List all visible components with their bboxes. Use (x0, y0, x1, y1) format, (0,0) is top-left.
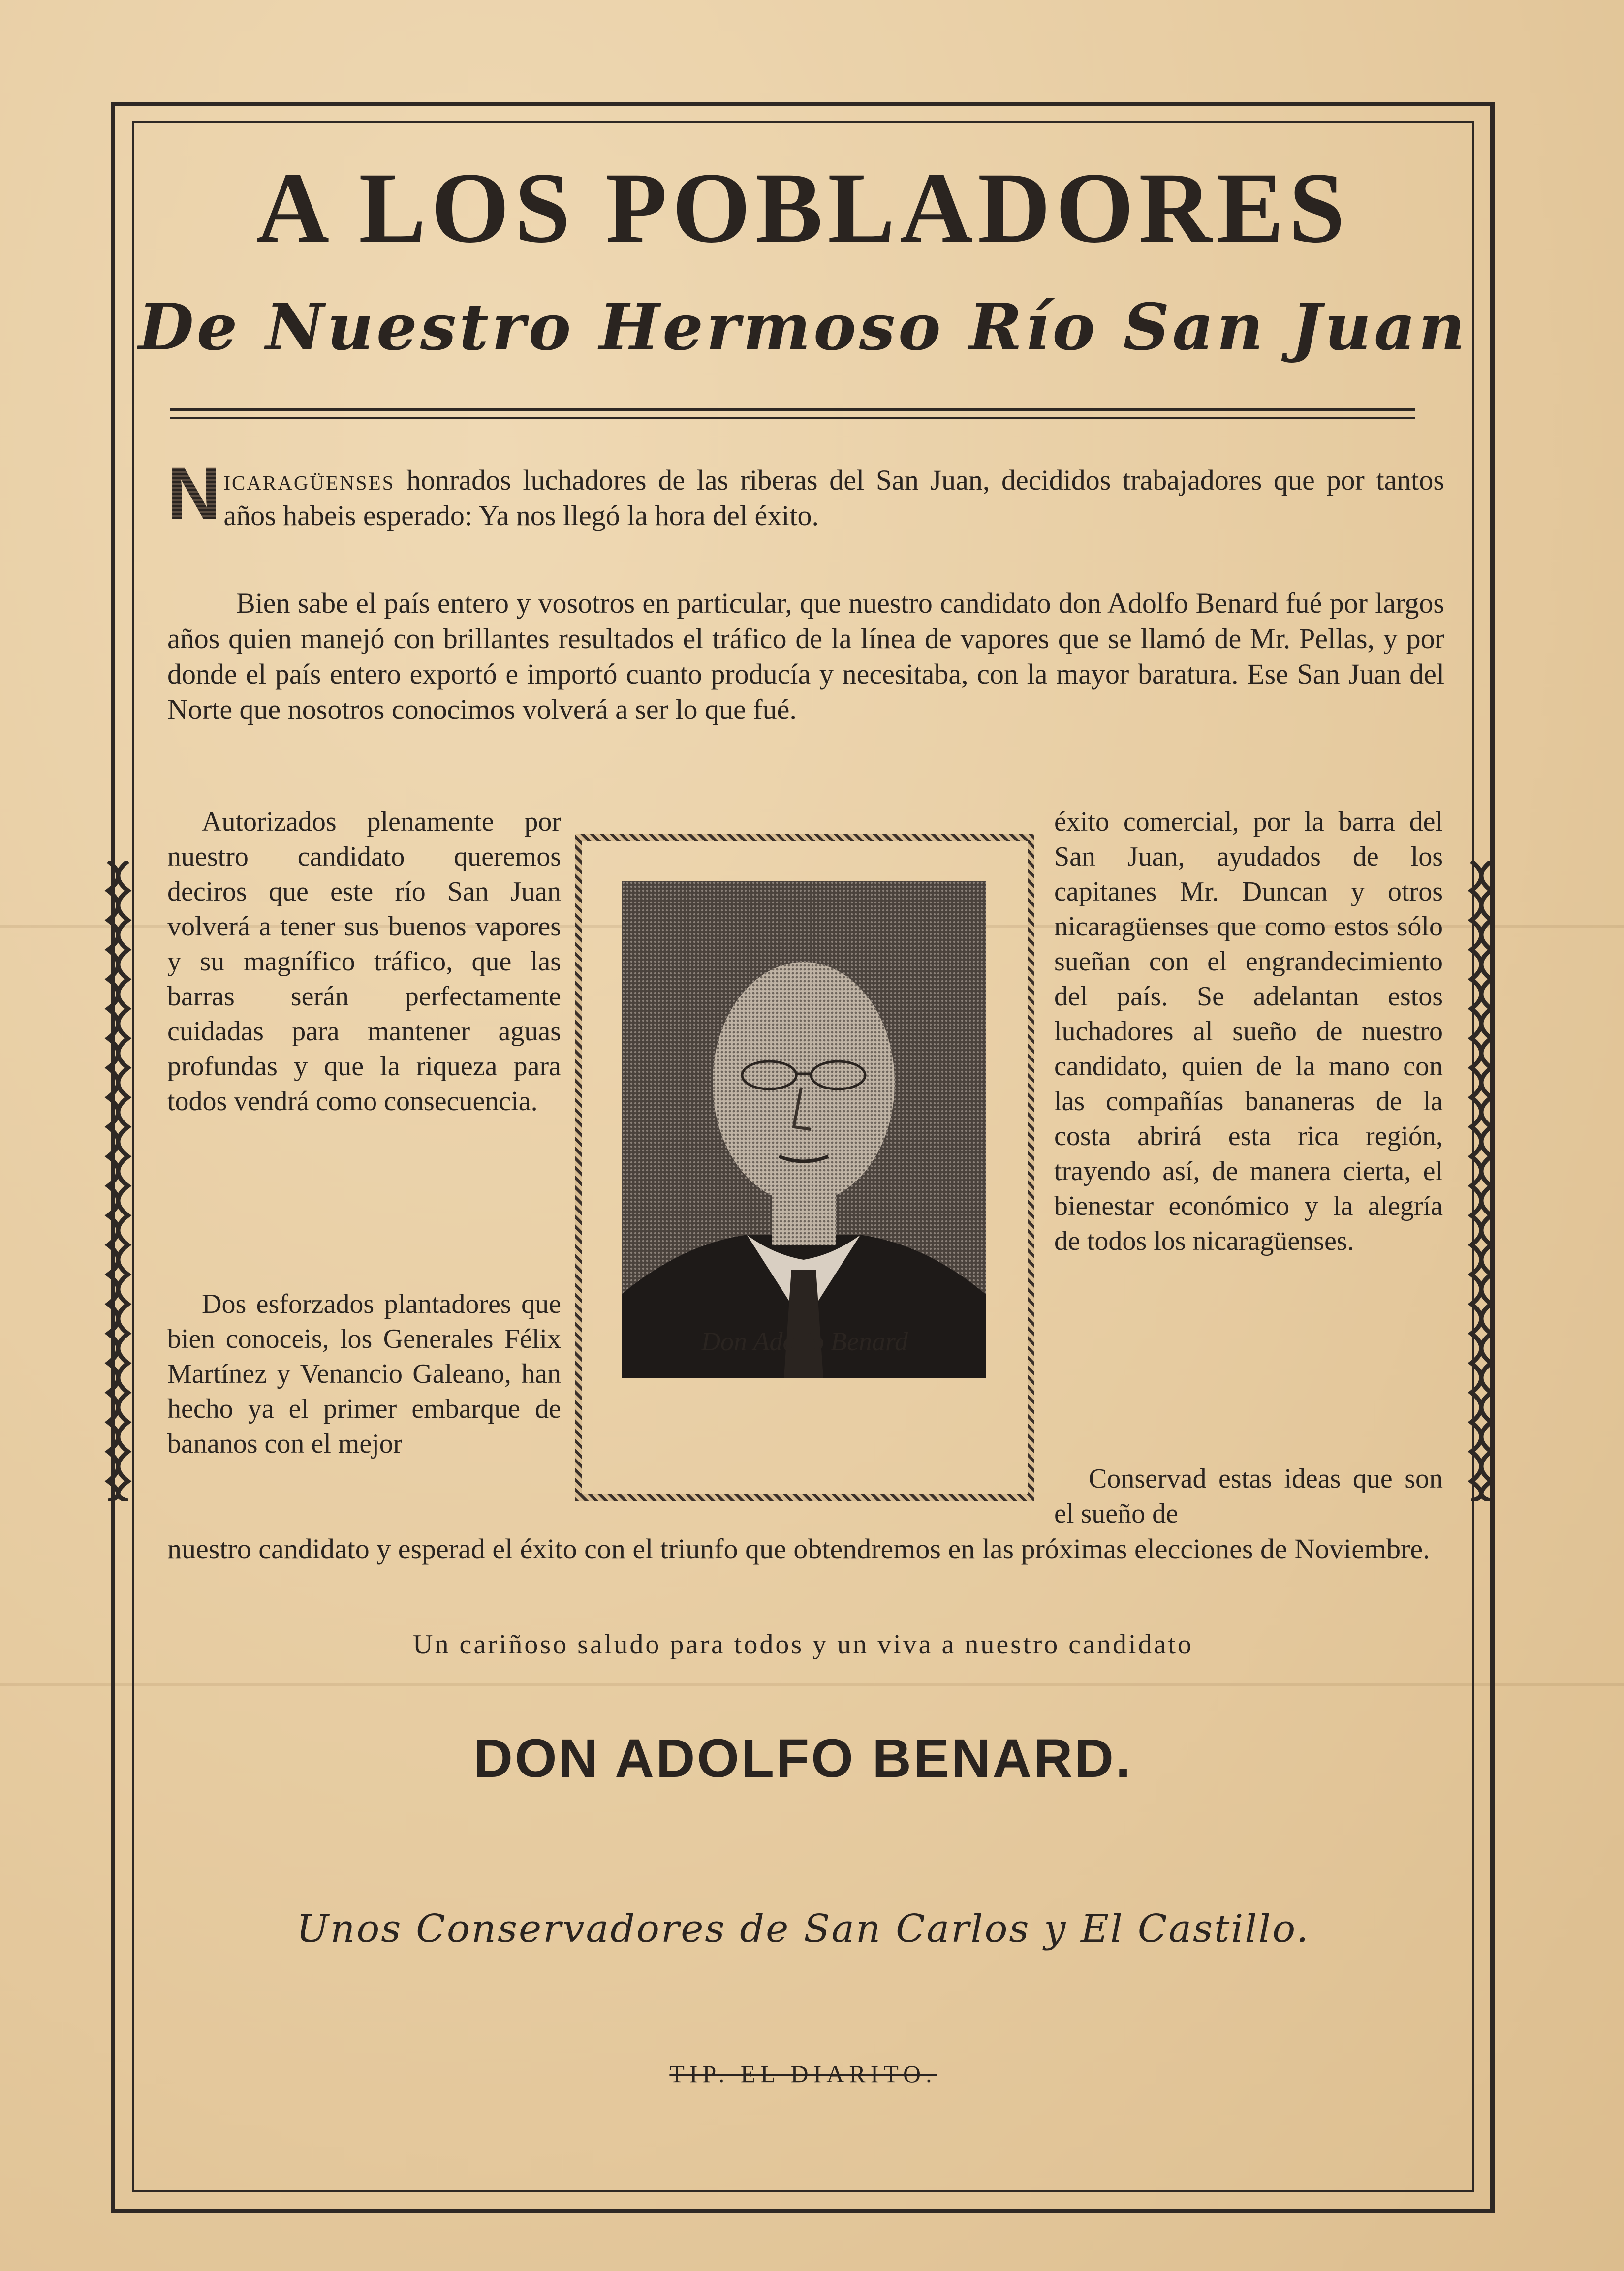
photo-caption: Don Adolfo Benard (701, 1327, 908, 1356)
greeting-line: Un cariñoso saludo para todos y un viva a nuestro candidato (413, 1629, 1193, 1660)
continuation-paragraph: nuestro candidato y esperad el éxito con el triunfo que obtendremos en las próximas elecciones de Noviembre. (167, 1533, 1430, 1565)
page-subtitle: De Nuestro Hermoso Río San Juan (138, 289, 1468, 365)
intro-paragraph (167, 452, 1444, 534)
title-divider (170, 417, 1415, 419)
intro-lead: icaragüenses (223, 464, 395, 496)
right-column-paragraph: Conservad estas ideas que son el sueño de (1054, 1463, 1443, 1529)
right-rope-ornament (1468, 861, 1495, 1501)
body-paragraph: Bien sabe el país entero y vosotros en particular, que nuestro candidato don Adolfo Benard fué por largos años quien manejó con brillantes resultados el tráfico de la línea de vapores que se llamó de Mr. Pellas, y por donde el país entero exportó e importó cuanto producía y necesitaba, con la mayor baratura. Ese San Juan del Norte que nosotros conocimos volverá a ser lo que fué. (167, 587, 1444, 725)
candidate-name: DON ADOLFO BENARD. (473, 1728, 1133, 1789)
left-column-paragraph: Autorizados plenamente por nuestro candidato queremos deciros que este río San Juan volverá a tener sus buenos vapores y su magnífico tráfico, que las barras serán perfectamente cuidadas para mantener aguas profundas y que la riqueza para todos vendrá como consecuencia. (167, 807, 561, 1117)
left-rope-ornament (104, 861, 132, 1501)
portrait-frame (575, 834, 1034, 1501)
page-title: A LOS POBLADORES (256, 152, 1350, 264)
portrait-illustration (622, 881, 986, 1378)
intro-text: honrados luchadores de las riberas del San Juan, decididos trabajadores que por tantos años habeis esperado: Ya nos llegó la hora del éxito. (223, 464, 1444, 531)
title-divider (170, 408, 1415, 411)
right-column-paragraph: éxito comercial, por la barra del San Juan, ayudados de los capitanes Mr. Duncan y otros nicaragüenses que como estos sólo sueñan con el engrandecimiento del país. Se adelantan estos luchadores al sueño de nuestro candidato, quien de la mano con las compañías bananeras de la costa abrirá esta rica región, trayendo así, de manera cierta, el bienestar económico y la alegría de todos los nicaragüenses. (1054, 807, 1443, 1256)
printer-imprint: TIP. EL DIARITO. (669, 2060, 937, 2087)
left-column-paragraph: Dos esforzados plantadores que bien conoceis, los Generales Félix Martínez y Venancio Galeano, han hecho ya el primer embarque de bananos con el mejor (167, 1289, 561, 1459)
candidate-portrait (622, 881, 986, 1378)
signature-line: Unos Conservadores de San Carlos y El Castillo. (296, 1907, 1310, 1951)
drop-cap: N (167, 452, 221, 534)
